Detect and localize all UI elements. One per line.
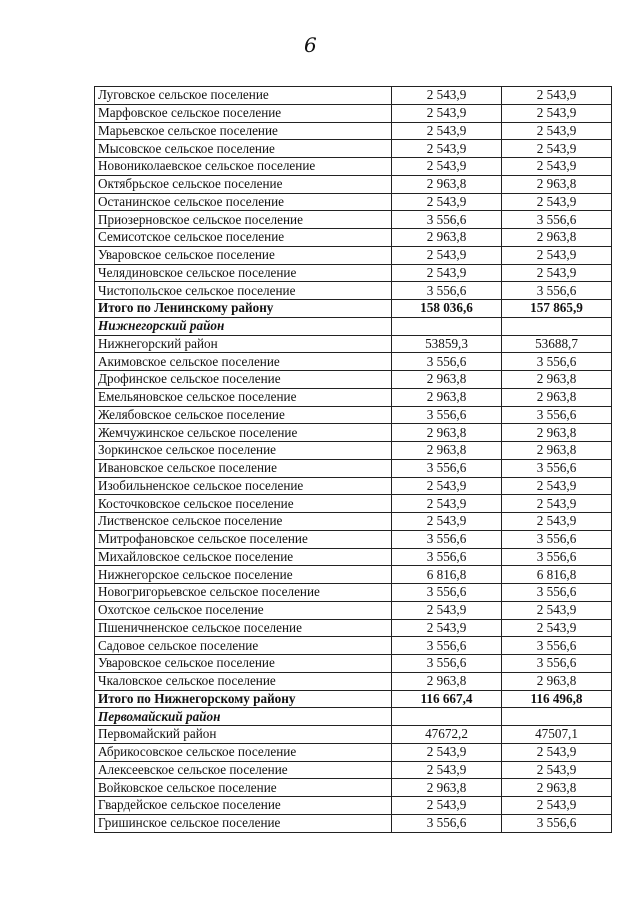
value-2021-cell: 2 543,9 [502, 797, 612, 815]
name-cell: Гвардейское сельское поселение [95, 797, 392, 815]
table-row [95, 122, 612, 140]
section-header-row [95, 708, 612, 726]
table-row [95, 353, 612, 371]
value-2020-cell: 2 963,8 [392, 175, 502, 193]
table-row [95, 619, 612, 637]
value-2021-cell: 2 543,9 [502, 87, 612, 105]
name-cell: Акимовское сельское поселение [95, 353, 392, 371]
name-cell: Первомайский район [95, 708, 392, 726]
table-row [95, 513, 612, 531]
name-cell: Марфовское сельское поселение [95, 104, 392, 122]
value-2020-cell: 2 543,9 [392, 87, 502, 105]
value-2021-cell: 2 963,8 [502, 779, 612, 797]
name-cell: Итого по Нижнегорскому району [95, 690, 392, 708]
table-row [95, 264, 612, 282]
table-body [95, 87, 612, 833]
table-row [95, 566, 612, 584]
table-row [95, 388, 612, 406]
table-row [95, 282, 612, 300]
table-row [95, 193, 612, 211]
table-row [95, 87, 612, 105]
value-2021-cell: 2 963,8 [502, 424, 612, 442]
table-row [95, 459, 612, 477]
value-2020-cell: 2 543,9 [392, 246, 502, 264]
value-2020-cell: 2 543,9 [392, 761, 502, 779]
value-2021-cell: 3 556,6 [502, 584, 612, 602]
value-2020-cell: 2 543,9 [392, 104, 502, 122]
name-cell: Гришинское сельское поселение [95, 814, 392, 832]
name-cell: Изобильненское сельское поселение [95, 477, 392, 495]
name-cell: Итого по Ленинскому району [95, 300, 392, 318]
value-2020-cell: 2 963,8 [392, 229, 502, 247]
value-2020-cell [392, 708, 502, 726]
name-cell: Абрикосовское сельское поселение [95, 743, 392, 761]
name-cell: Нижнегорское сельское поселение [95, 566, 392, 584]
value-2021-cell: 157 865,9 [502, 300, 612, 318]
section-header-row [95, 317, 612, 335]
name-cell: Чкаловское сельское поселение [95, 672, 392, 690]
name-cell: Дрофинское сельское поселение [95, 371, 392, 389]
value-2021-cell: 2 543,9 [502, 761, 612, 779]
name-cell: Садовое сельское поселение [95, 637, 392, 655]
value-2021-cell: 2 543,9 [502, 477, 612, 495]
name-cell: Нижнегорский район [95, 317, 392, 335]
value-2020-cell: 3 556,6 [392, 282, 502, 300]
value-2020-cell: 2 543,9 [392, 743, 502, 761]
table-row [95, 158, 612, 176]
value-2021-cell: 116 496,8 [502, 690, 612, 708]
value-2021-cell: 2 963,8 [502, 388, 612, 406]
value-2020-cell: 3 556,6 [392, 548, 502, 566]
value-2021-cell: 3 556,6 [502, 211, 612, 229]
value-2021-cell: 2 543,9 [502, 264, 612, 282]
value-2020-cell: 2 543,9 [392, 158, 502, 176]
name-cell: Ивановское сельское поселение [95, 459, 392, 477]
value-2021-cell: 2 963,8 [502, 442, 612, 460]
value-2020-cell: 3 556,6 [392, 406, 502, 424]
value-2021-cell: 2 543,9 [502, 619, 612, 637]
name-cell: Челядиновское сельское поселение [95, 264, 392, 282]
table-row [95, 814, 612, 832]
name-cell: Новогригорьевское сельское поселение [95, 584, 392, 602]
name-cell: Митрофановское сельское поселение [95, 530, 392, 548]
name-cell: Семисотское сельское поселение [95, 229, 392, 247]
value-2020-cell: 2 543,9 [392, 140, 502, 158]
table-row [95, 779, 612, 797]
value-2020-cell: 3 556,6 [392, 530, 502, 548]
value-2020-cell: 2 963,8 [392, 442, 502, 460]
name-cell: Уваровское сельское поселение [95, 246, 392, 264]
value-2021-cell: 2 543,9 [502, 743, 612, 761]
value-2021-cell: 2 543,9 [502, 122, 612, 140]
total-row [95, 300, 612, 318]
value-2021-cell: 3 556,6 [502, 459, 612, 477]
page-number: 6 [304, 33, 317, 57]
value-2021-cell: 3 556,6 [502, 282, 612, 300]
value-2021-cell: 3 556,6 [502, 353, 612, 371]
value-2021-cell: 2 963,8 [502, 672, 612, 690]
value-2020-cell: 47672,2 [392, 726, 502, 744]
table-row [95, 743, 612, 761]
table-row [95, 726, 612, 744]
value-2021-cell: 3 556,6 [502, 406, 612, 424]
value-2021-cell: 3 556,6 [502, 655, 612, 673]
table-row [95, 797, 612, 815]
value-2020-cell: 2 963,8 [392, 672, 502, 690]
value-2020-cell: 6 816,8 [392, 566, 502, 584]
value-2021-cell: 3 556,6 [502, 530, 612, 548]
value-2020-cell: 3 556,6 [392, 814, 502, 832]
table-row [95, 548, 612, 566]
table-row [95, 424, 612, 442]
value-2021-cell: 2 543,9 [502, 246, 612, 264]
value-2021-cell: 2 543,9 [502, 104, 612, 122]
table-row [95, 229, 612, 247]
table-row [95, 175, 612, 193]
total-row [95, 690, 612, 708]
table-row [95, 584, 612, 602]
value-2020-cell: 2 963,8 [392, 779, 502, 797]
name-cell: Останинское сельское поселение [95, 193, 392, 211]
name-cell: Алексеевское сельское поселение [95, 761, 392, 779]
name-cell: Нижнегорский район [95, 335, 392, 353]
name-cell: Лиственское сельское поселение [95, 513, 392, 531]
value-2020-cell: 3 556,6 [392, 459, 502, 477]
table-row [95, 672, 612, 690]
name-cell: Новониколаевское сельское поселение [95, 158, 392, 176]
value-2021-cell: 2 963,8 [502, 371, 612, 389]
value-2021-cell: 6 816,8 [502, 566, 612, 584]
name-cell: Октябрьское сельское поселение [95, 175, 392, 193]
table-row [95, 211, 612, 229]
name-cell: Первомайский район [95, 726, 392, 744]
table-row [95, 371, 612, 389]
name-cell: Зоркинское сельское поселение [95, 442, 392, 460]
value-2021-cell [502, 317, 612, 335]
value-2020-cell: 3 556,6 [392, 637, 502, 655]
table-row [95, 406, 612, 424]
name-cell: Марьевское сельское поселение [95, 122, 392, 140]
value-2021-cell: 2 543,9 [502, 193, 612, 211]
name-cell: Пшеничненское сельское поселение [95, 619, 392, 637]
value-2021-cell: 2 543,9 [502, 140, 612, 158]
table-row [95, 761, 612, 779]
value-2020-cell: 3 556,6 [392, 655, 502, 673]
value-2020-cell: 2 543,9 [392, 513, 502, 531]
name-cell: Жемчужинское сельское поселение [95, 424, 392, 442]
table-row [95, 477, 612, 495]
name-cell: Мысовское сельское поселение [95, 140, 392, 158]
table-row [95, 140, 612, 158]
table-row [95, 246, 612, 264]
value-2021-cell: 2 543,9 [502, 513, 612, 531]
value-2020-cell: 2 543,9 [392, 477, 502, 495]
value-2020-cell: 158 036,6 [392, 300, 502, 318]
name-cell: Войковское сельское поселение [95, 779, 392, 797]
value-2020-cell: 2 543,9 [392, 264, 502, 282]
value-2020-cell: 116 667,4 [392, 690, 502, 708]
table-row [95, 335, 612, 353]
table-row [95, 655, 612, 673]
value-2021-cell: 3 556,6 [502, 548, 612, 566]
value-2020-cell: 2 963,8 [392, 371, 502, 389]
value-2020-cell: 2 963,8 [392, 388, 502, 406]
value-2020-cell: 2 543,9 [392, 797, 502, 815]
value-2021-cell: 53688,7 [502, 335, 612, 353]
value-2021-cell: 2 543,9 [502, 158, 612, 176]
value-2021-cell: 3 556,6 [502, 637, 612, 655]
table-row [95, 442, 612, 460]
name-cell: Желябовское сельское поселение [95, 406, 392, 424]
name-cell: Емельяновское сельское поселение [95, 388, 392, 406]
budget-table [94, 86, 612, 833]
value-2020-cell: 2 963,8 [392, 424, 502, 442]
name-cell: Михайловское сельское поселение [95, 548, 392, 566]
value-2020-cell: 2 543,9 [392, 495, 502, 513]
value-2020-cell: 3 556,6 [392, 353, 502, 371]
name-cell: Охотское сельское поселение [95, 601, 392, 619]
table-row [95, 530, 612, 548]
value-2020-cell: 2 543,9 [392, 601, 502, 619]
name-cell: Косточковское сельское поселение [95, 495, 392, 513]
table-row [95, 637, 612, 655]
value-2020-cell: 53859,3 [392, 335, 502, 353]
name-cell: Чистопольское сельское поселение [95, 282, 392, 300]
value-2021-cell: 2 963,8 [502, 175, 612, 193]
value-2020-cell: 3 556,6 [392, 584, 502, 602]
value-2021-cell: 2 963,8 [502, 229, 612, 247]
name-cell: Луговское сельское поселение [95, 87, 392, 105]
value-2020-cell [392, 317, 502, 335]
table-row [95, 104, 612, 122]
value-2020-cell: 2 543,9 [392, 619, 502, 637]
value-2021-cell: 47507,1 [502, 726, 612, 744]
table-row [95, 601, 612, 619]
name-cell: Уваровское сельское поселение [95, 655, 392, 673]
value-2021-cell: 2 543,9 [502, 495, 612, 513]
value-2021-cell: 2 543,9 [502, 601, 612, 619]
value-2020-cell: 3 556,6 [392, 211, 502, 229]
name-cell: Приозерновское сельское поселение [95, 211, 392, 229]
value-2021-cell: 3 556,6 [502, 814, 612, 832]
value-2021-cell [502, 708, 612, 726]
value-2020-cell: 2 543,9 [392, 122, 502, 140]
value-2020-cell: 2 543,9 [392, 193, 502, 211]
table-row [95, 495, 612, 513]
